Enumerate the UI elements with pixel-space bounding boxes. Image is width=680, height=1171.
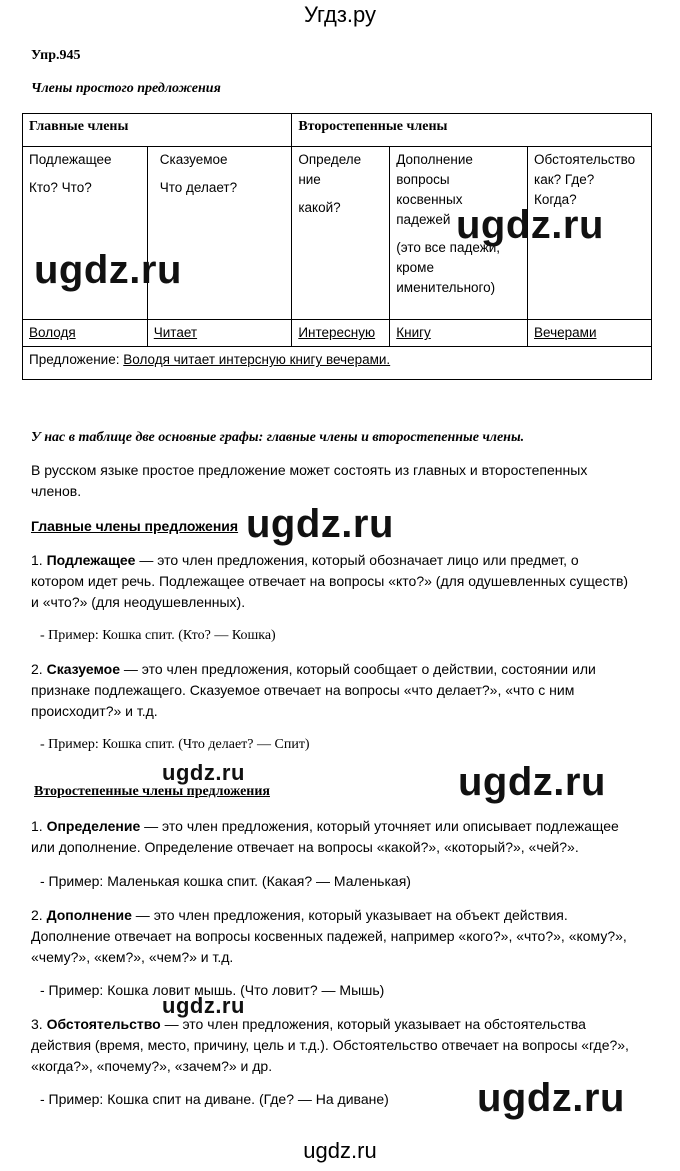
object-line-2: Дополнение отвечает на вопросы косвенных падежей, например «кого?», «что?», «кому?», (31, 928, 627, 944)
adverbial-line-1: 3. Обстоятельство — это член предложения, который указывает на обстоятельства (31, 1016, 586, 1032)
predicate-line-1: 2. Сказуемое — это член предложения, который сообщает о действии, состоянии или (31, 661, 596, 677)
site-title-bottom: ugdz.ru (303, 1138, 377, 1163)
example-subject: Володя (23, 320, 148, 347)
example-adverbial: Вечерами (528, 320, 652, 347)
cell-line: Обстоятельство (534, 152, 636, 167)
cell-line: какой? (298, 200, 341, 215)
watermark: ugdz.ru (162, 993, 245, 1018)
predicate-example: - Пример: Кошка спит. (Что делает? — Спит) (40, 737, 310, 752)
watermark: ugdz.ru (477, 1076, 625, 1120)
watermark: ugdz.ru (34, 248, 182, 292)
cell-line: падежей (396, 212, 451, 227)
exercise-number: Упр.945 (31, 48, 81, 63)
adverbial-line-3: «когда?», «почему?», «зачем?» и др. (31, 1058, 273, 1074)
cell-predicate (147, 147, 292, 320)
cell-line: Определе (298, 152, 362, 167)
sentence-cell (23, 347, 652, 380)
attribute-line-2: или дополнение. Определение отвечает на вопросы «какой?», «который?», «чей?». (31, 839, 579, 855)
site-title-top: Угдз.ру (303, 2, 377, 27)
example-attribute: Интересную (292, 320, 390, 347)
cell-line: Что делает? (159, 180, 238, 195)
intro-bold: У нас в таблице две основные графы: главные члены и второстепенные члены. (31, 430, 525, 445)
term-subject: Подлежащее (46, 552, 136, 568)
example-predicate: Читает (147, 320, 292, 347)
predicate-line-3: происходит?» и т.д. (31, 703, 158, 719)
cell-attribute (292, 147, 390, 320)
subject-line-3: и «что?» (для неодушевленных). (31, 594, 246, 610)
attribute-line-1: 1. Определение — это член предложения, который уточняет или описывает подлежащее (31, 818, 619, 834)
watermark: ugdz.ru (458, 760, 606, 804)
section-subtitle: Члены простого предложения (31, 81, 221, 96)
cell-line: кроме (396, 260, 434, 275)
cell-line: Сказуемое (159, 152, 228, 167)
subject-line-2: котором идет речь. Подлежащее отвечает на вопросы «кто?» (для одушевленных существ) (31, 573, 629, 589)
cell-line: Подлежащее (29, 152, 112, 167)
intro-line-1: В русском языке простое предложение может состоять из главных и второстепенных (31, 462, 588, 478)
term-attribute: Определение (46, 818, 141, 834)
adverbial-line-2: действия (время, место, причину, цель и т.д.). Обстоятельство отвечает на вопросы «где?», (31, 1037, 629, 1053)
cell-line (29, 170, 141, 178)
header-secondary-members: Второстепенные члены (292, 114, 652, 147)
predicate-line-2: признаке подлежащего. Сказуемое отвечает на вопросы «что делает?», «что с ним (31, 682, 575, 698)
table-header-row (23, 114, 652, 147)
subject-example: - Пример: Кошка спит. (Кто? — Кошка) (40, 628, 276, 643)
watermark: ugdz.ru (246, 502, 394, 546)
subject-line-1: 1. Подлежащее — это член предложения, который обозначает лицо или предмет, о (31, 552, 579, 568)
cell-line: именительного) (396, 280, 496, 295)
term-object: Дополнение (46, 907, 132, 923)
table-row-examples (23, 320, 652, 347)
table-row-sentence (23, 347, 652, 380)
watermark: ugdz.ru (162, 760, 245, 785)
cell-line: вопросы (396, 172, 450, 187)
cell-line (298, 190, 383, 198)
intro-line-2: членов. (31, 483, 82, 499)
heading-main-members: Главные члены предложения (31, 518, 239, 534)
heading-secondary-members: Второстепенные члены предложения (34, 784, 270, 799)
cell-line: косвенных (396, 192, 463, 207)
object-line-3: «чему?», «кем?», «чем?» и т.д. (31, 949, 234, 965)
term-adverbial: Обстоятельство (46, 1016, 161, 1032)
header-main-members: Главные члены (23, 114, 292, 147)
cell-line: (это все падежи, (396, 240, 501, 255)
cell-line: ние (298, 172, 321, 187)
sentence-label: Предложение: (29, 352, 120, 367)
cell-line: как? Где? (534, 172, 595, 187)
watermark: ugdz.ru (456, 203, 604, 247)
cell-line: Кто? Что? (29, 180, 92, 195)
object-example: - Пример: Кошка ловит мышь. (Что ловит? — Мышь) (40, 982, 385, 998)
sentence-text: Володя читает интерсную книгу вечерами. (123, 352, 391, 367)
object-line-1: 2. Дополнение — это член предложения, который указывает на объект действия. (31, 907, 568, 923)
adverbial-example: - Пример: Кошка спит на диване. (Где? — На диване) (40, 1091, 389, 1107)
example-object: Книгу (390, 320, 528, 347)
attribute-example: - Пример: Маленькая кошка спит. (Какая? — Маленькая) (40, 873, 411, 889)
cell-line: Когда? (534, 192, 577, 207)
cell-subject (23, 147, 148, 320)
term-predicate: Сказуемое (46, 661, 120, 677)
cell-line (160, 170, 286, 178)
cell-line: Дополнение (396, 152, 473, 167)
